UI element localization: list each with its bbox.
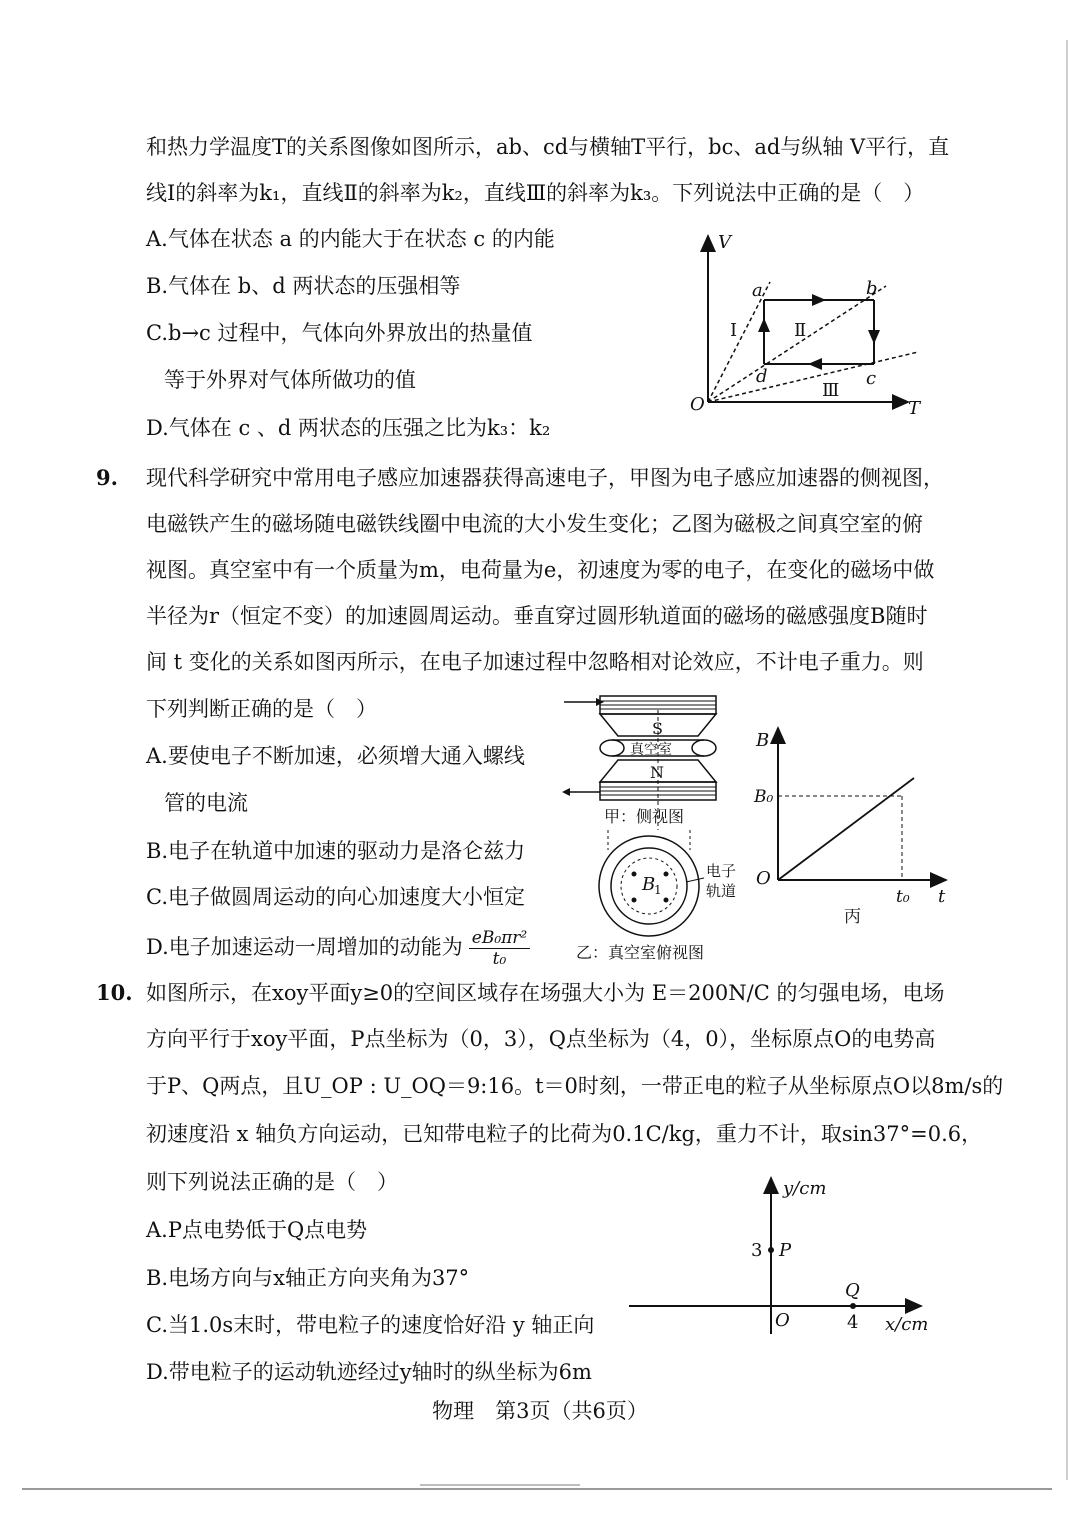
page-footer: 物理 第3页（共6页）: [432, 1399, 648, 1423]
q8-stem-line-1: 和热力学温度T的关系图像如图所示，ab、cd与横轴T平行，bc、ad与纵轴 V平行，直: [146, 135, 950, 159]
q8-line-2: [708, 286, 886, 402]
q8-axis-v-label: V: [718, 232, 731, 253]
q9-top-view-caption: 乙：真空室俯视图: [576, 943, 705, 962]
q9-graph-b0-label: B₀: [754, 787, 774, 807]
q9-stem-line-2: 电磁铁产生的磁场随电磁铁线圈中电流的大小发生变化；乙图为磁极之间真空室的俯: [146, 512, 923, 536]
q9-field-b-label: B: [642, 874, 656, 895]
q9-stem-line-1: 现代科学研究中常用电子感应加速器获得高速电子，甲图为电子感应加速器的侧视图，: [146, 466, 944, 490]
q9-bt-graph: [750, 722, 950, 932]
q9-option-b: B.电子在轨道中加速的驱动力是洛仑兹力: [146, 839, 526, 863]
q8-label-line-2: Ⅱ: [794, 320, 807, 341]
q9-graph-t0-label: t₀: [896, 887, 910, 907]
q10-option-d: D.带电粒子的运动轨迹经过y轴时的纵坐标为6m: [146, 1360, 592, 1384]
q10-stem-line-1: 如图所示，在xoy平面y≥0的空间区域存在场强大小为 E＝200N/C 的匀强电场，电场: [146, 981, 945, 1005]
q10-point-p: [768, 1247, 774, 1253]
q10-axis-y-label: y/cm: [783, 1178, 827, 1199]
q9-number: 9.: [96, 465, 118, 490]
q8-line-3: [708, 352, 918, 402]
q8-origin-label: O: [690, 394, 705, 415]
q8-axis-t-label: T: [908, 398, 921, 419]
q10-option-a: A.P点电势低于Q点电势: [146, 1218, 368, 1242]
bottom-rule-short: [420, 1484, 580, 1486]
q10-axis-x-label: x/cm: [885, 1314, 929, 1335]
q9-electron-dot-2: [664, 872, 669, 877]
q10-option-b: B.电场方向与x轴正方向夹角为37°: [146, 1266, 470, 1290]
q10-stem-line-4: 初速度沿 x 轴负方向运动，已知带电粒子的比荷为0.1C/kg，重力不计，取sin37°=0.6，: [146, 1122, 983, 1146]
q9-graph-axis-t: t: [938, 886, 946, 907]
q9-electron-dot-3: [632, 898, 637, 903]
q8-option-b: B.气体在 b、d 两状态的压强相等: [146, 274, 461, 298]
q9-electron-dot-4: [664, 898, 669, 903]
q9-side-view-caption: 甲：侧视图: [604, 807, 685, 826]
q8-option-a: A.气体在状态 a 的内能大于在状态 c 的内能: [146, 227, 555, 251]
q9-stem-line-5: 间 t 变化的关系如图丙所示，在电子加速过程中忽略相对论效应，不计电子重力。则: [146, 650, 924, 674]
q8-option-c-line-1: C.b→c 过程中，气体向外界放出的热量值: [146, 321, 533, 345]
q10-point-q: [850, 1303, 856, 1309]
q9-bottom-coil-arrow: [562, 788, 570, 796]
q10-number: 10.: [96, 980, 133, 1005]
q9-graph-origin: O: [756, 868, 771, 889]
q9-graph-b-line: [778, 778, 914, 880]
q9-option-d-fraction: [469, 928, 530, 969]
q8-point-b: b: [866, 278, 878, 299]
q8-point-d: d: [756, 366, 768, 387]
q10-origin-label: O: [775, 1310, 790, 1331]
q9-electron-dot-1: [632, 872, 637, 877]
q9-top-view-figure: [570, 830, 750, 970]
q8-stem-line-2: 线Ⅰ的斜率为k₁，直线Ⅱ的斜率为k₂，直线Ⅲ的斜率为k₃。下列说法中正确的是（ ）: [146, 181, 925, 205]
q9-graph-caption: 丙: [844, 907, 861, 927]
q9-stem-line-6: 下列判断正确的是（ ）: [146, 697, 377, 721]
q9-field-b-subscript: 1: [654, 883, 662, 897]
q9-option-a-line-1: A.要使电子不断加速，必须增大通入螺线: [146, 744, 525, 768]
q10-point-q-label: Q: [845, 1280, 860, 1301]
q8-label-line-1: Ⅰ: [730, 320, 738, 341]
q9-stem-line-4: 半径为r（恒定不变）的加速圆周运动。垂直穿过圆形轨道面的磁场的磁感强度B随时: [146, 604, 928, 628]
q9-chamber-label: 真空室: [630, 742, 672, 758]
q9-chamber-right: [692, 740, 716, 756]
q9-track-label-line-1: 电子: [706, 862, 737, 880]
q9-option-d-text: D.电子加速运动一周增加的动能为: [146, 935, 463, 959]
q10-xoy-figure: [625, 1172, 945, 1342]
q9-track-label-line-2: 轨道: [706, 882, 737, 900]
q10-point-p-label: P: [779, 1240, 792, 1261]
q10-stem-line-5: 则下列说法正确的是（ ）: [146, 1170, 398, 1194]
q10-stem-line-3: 于P、Q两点，且U_OP : U_OQ＝9:16。t＝0时刻，一带正电的粒子从坐标原点O以8m/s的: [146, 1074, 1004, 1098]
q9-track-pointer: [686, 878, 704, 882]
q8-label-line-3: Ⅲ: [822, 380, 840, 401]
q9-fraction-denominator: t₀: [492, 949, 507, 969]
q10-point-p-value: 3: [751, 1240, 763, 1261]
bottom-rule: [22, 1488, 1052, 1490]
q10-point-q-value: 4: [847, 1312, 859, 1333]
q9-pole-s-label: S: [652, 719, 663, 738]
q9-option-d: [146, 928, 530, 969]
q9-option-c: C.电子做圆周运动的向心加速度大小恒定: [146, 885, 525, 909]
q9-pole-n-label: N: [650, 763, 664, 782]
q8-option-d: D.气体在 c 、d 两状态的压强之比为k₃：k₂: [146, 416, 551, 440]
page-edge: [1066, 40, 1068, 1480]
q9-chamber-left: [600, 740, 624, 756]
q8-option-c-line-2: 等于外界对气体所做功的值: [164, 368, 416, 392]
q8-point-c: c: [866, 368, 877, 389]
q8-vt-figure: [690, 230, 930, 430]
q9-option-a-line-2: 管的电流: [164, 791, 248, 815]
q9-stem-line-3: 视图。真空室中有一个质量为m，电荷量为e，初速度为零的电子，在变化的磁场中做: [146, 558, 935, 582]
q10-option-c: C.当1.0s末时，带电粒子的速度恰好沿 y 轴正向: [146, 1313, 595, 1337]
q10-stem-line-2: 方向平行于xoy平面，P点坐标为（0，3），Q点坐标为（4，0），坐标原点O的电势高: [146, 1027, 936, 1051]
q9-fraction-numerator: eB₀πr²: [469, 928, 530, 949]
q8-point-a: a: [752, 280, 763, 301]
q9-side-view-figure: [560, 690, 730, 830]
q9-graph-axis-b: B: [756, 730, 770, 751]
